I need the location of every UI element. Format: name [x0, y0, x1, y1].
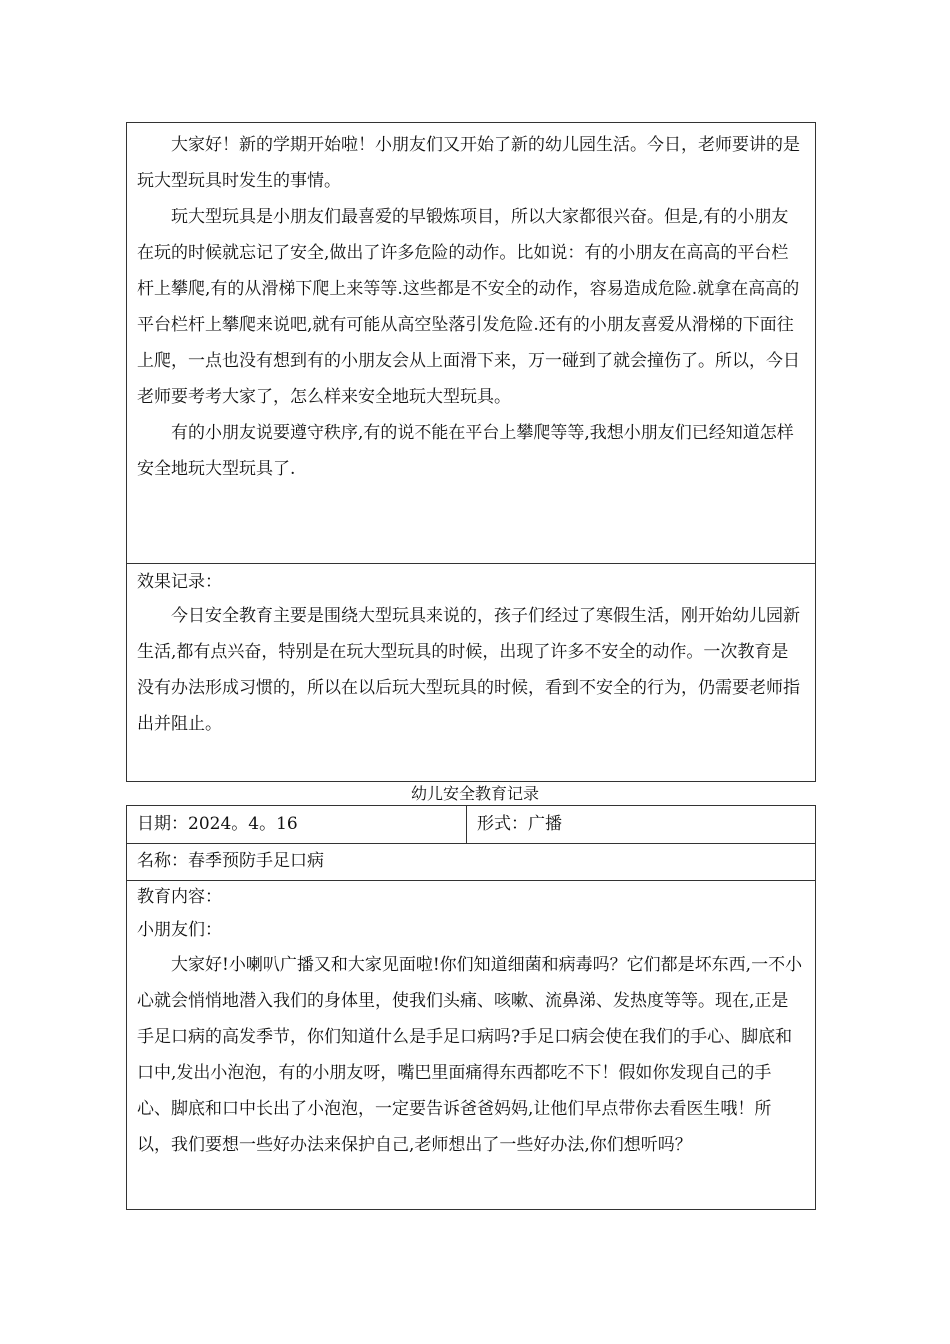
story-cell: [127, 123, 815, 564]
story-paragraph: 大家好！新的学期开始啦！小朋友们又开始了新的幼儿园生活。今日，老师要讲的是玩大型玩具时发生的事情。: [137, 135, 800, 191]
effect-record-cell: [127, 564, 815, 781]
form-field: 形式：广播: [477, 814, 562, 834]
name-field: 名称：春季预防手足口病: [127, 844, 815, 881]
content-text: 大家好!小喇叭广播又和大家见面啦!你们知道细菌和病毒吗？它们都是坏东西,一不小心就会悄悄地潜入我们的身体里，使我们头痛、咳嗽、流鼻涕、发热度等等。现在,正是手足口病的高发季节，你们知道什么是手足口病吗?手足口病会使在我们的手心、脚底和口中,发出小泡泡，有的小朋友呀，嘴巴里面痛得东西都吃不下！假如你发现自己的手心、脚底和口中长出了小泡泡，一定要告诉爸爸妈妈,让他们早点带你去看医生哦！所以，我们要想一些好办法来保护自己,老师想出了一些好办法,你们想听吗？: [137, 955, 803, 1155]
greeting-line: 小朋友们：: [137, 920, 222, 940]
story-paragraph: 玩大型玩具是小朋友们最喜爱的早锻炼项目，所以大家都很兴奋。但是,有的小朋友在玩的时候就忘记了安全,做出了许多危险的动作。比如说：有的小朋友在高高的平台栏杆上攀爬,有的从滑梯下爬上来等等.这些都是不安全的动作，容易造成危险.就拿在高高的平台栏杆上攀爬来说吧,就有可能从高空坠落引发危险.还有的小朋友喜爱从滑梯的下面往上爬，一点也没有想到有的小朋友会从上面滑下来，万一碰到了就会撞伤了。所以，今日老师要考考大家了，怎么样来安全地玩大型玩具。: [137, 207, 800, 407]
safety-record-table-top: [126, 122, 816, 782]
effect-label: 效果记录：: [137, 572, 222, 592]
story-paragraph: 有的小朋友说要遵守秩序,有的说不能在平台上攀爬等等,我想小朋友们已经知道怎样安全地玩大型玩具了.: [137, 423, 794, 479]
effect-text: 今日安全教育主要是围绕大型玩具来说的，孩子们经过了寒假生活，刚开始幼儿园新生活,都有点兴奋，特别是在玩大型玩具的时候，出现了许多不安全的动作。一次教育是没有办法形成习惯的，所以在以后玩大型玩具的时候，看到不安全的行为，仍需要老师指出并阻止。: [137, 606, 800, 734]
table-title: 幼儿安全教育记录: [410, 784, 539, 803]
safety-record-table-bottom: [126, 805, 816, 1210]
content-cell: [127, 881, 815, 1209]
date-field: 日期：2024。4。16: [127, 806, 467, 843]
date-form-row: [127, 806, 815, 844]
content-label: 教育内容：: [137, 887, 222, 907]
